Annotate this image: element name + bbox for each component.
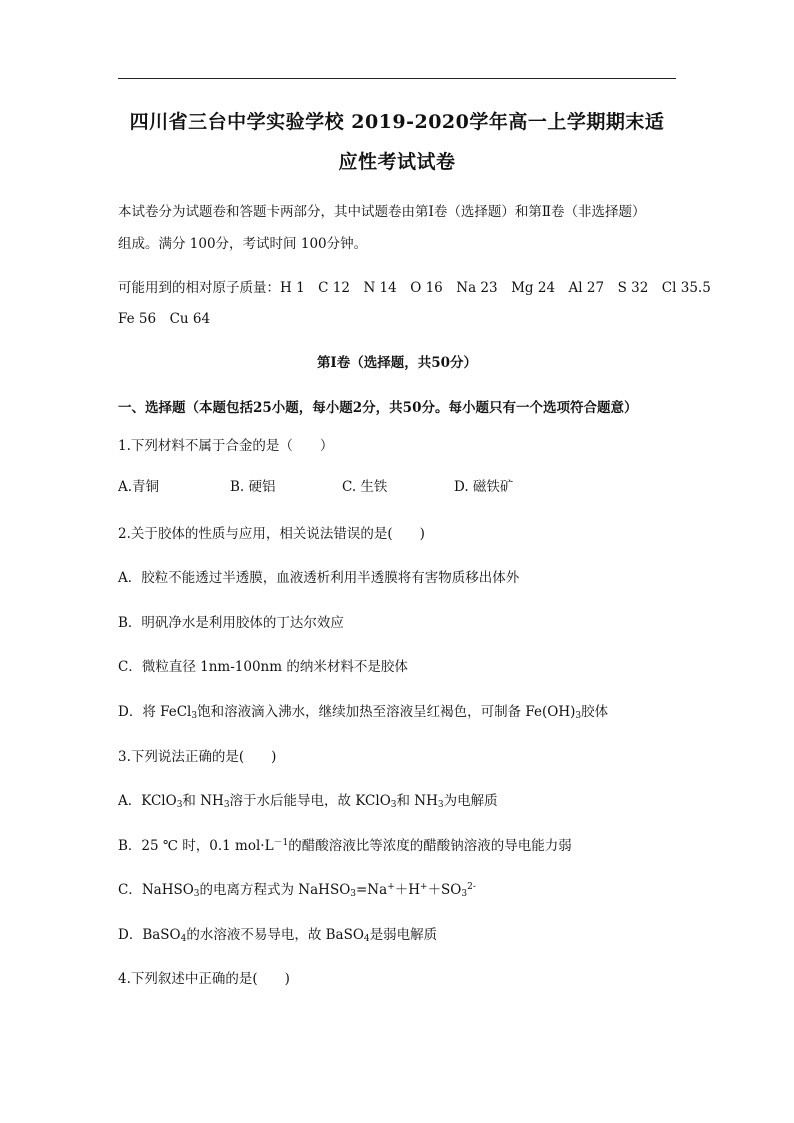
q3c-text-1: C．NaHSO [118,882,194,898]
q3c-sup-1: + [387,882,395,892]
q3a-text-4: 和 NH [396,793,438,809]
q2-option-b: B．明矾净水是利用胶体的丁达尔效应 [118,615,344,631]
q3c-text-3: =Na [356,882,388,898]
q3b-text-1: B．25 ℃ 时，0.1 mol·L [118,838,274,854]
q3a-text-3: 溶于水后能导电，故 KClO [229,793,391,809]
question-3-stem: 3.下列说法正确的是( ) [118,749,277,765]
q3-option-b [118,834,572,854]
q3-option-a [118,789,498,810]
q2d-text-2: 饱和溶液滴入沸水，继续加热至溶液呈红褐色，可制备 Fe(OH) [197,704,576,720]
q3c-sup-3: 2- [467,882,476,892]
section-title: 第Ⅰ卷（选择题，共50分） [316,355,478,371]
doc-title-line1: 四川省三台中学实验学校 2019-2020学年高一上学期期末适 [129,111,665,133]
q1-option-a: A.青铜 [118,479,160,495]
question-4-stem: 4.下列叙述中正确的是( ) [118,971,290,987]
q3c-text-2: 的电离方程式为 NaHSO [199,882,351,898]
q2d-sub-2: 3 [575,711,582,721]
q3c-text-5: ＋SO [427,882,462,898]
q2-option-d [118,700,608,721]
q3d-sub-2: 4 [363,934,370,944]
part-heading: 一、选择题（本题包括25小题，每小题2分，共50分。每小题只有一个选项符合题意） [118,400,638,416]
atomic-mass-line1: 可能用到的相对原子质量：H 1 C 12 N 14 O 16 Na 23 Mg 24 Al 27 S 32 Cl 35.5 [118,280,711,296]
q2d-sub-1: 3 [191,711,198,721]
q3d-text-3: 是弱电解质 [369,927,438,943]
q3-option-c [118,878,476,899]
q3a-text-1: A．KClO [118,793,177,809]
q3a-sub-4: 3 [437,800,444,810]
q3b-sup: －1 [273,838,289,848]
q1-option-b: B. 硬铝 [230,479,276,495]
doc-title-line2: 应性考试试卷 [338,151,456,173]
q3d-text-2: 的水溶液不易导电，故 BaSO [186,927,364,943]
atomic-mass-line2: Fe 56 Cu 64 [118,311,211,327]
q3c-sub-2: 3 [350,889,356,899]
question-2-stem: 2.关于胶体的性质与应用，相关说法错误的是( ) [118,526,425,542]
q1-option-c: C. 生铁 [342,479,388,495]
q3a-sub-3: 3 [390,800,397,810]
q3c-sup-2: + [420,882,428,892]
q3c-text-4: ＋H [394,882,421,898]
q2-option-a: A．胶粒不能透过半透膜，血液透析利用半透膜将有害物质移出体外 [118,570,520,586]
intro-line1: 本试卷分为试题卷和答题卡两部分，其中试题卷由第Ⅰ卷（选择题）和第Ⅱ卷（非选择题） [118,204,646,220]
q3d-text-1: D．BaSO [118,927,181,943]
q1-option-d: D. 磁铁矿 [454,479,514,495]
intro-line2: 组成。满分 100分，考试时间 100分钟。 [118,236,368,252]
q3a-text-2: 和 NH [182,793,224,809]
q3-option-d [118,923,437,944]
header-rule [118,78,676,79]
q3c-sub-3: 3 [461,889,468,899]
q3d-sub-1: 4 [180,934,187,944]
q2d-text-3: 胶体 [581,704,609,720]
q3a-sub-1: 3 [176,800,183,810]
q2d-text-1: D．将 FeCl [118,704,192,720]
q3a-sub-2: 3 [223,800,230,810]
question-1-options [118,475,513,495]
q3a-text-5: 为电解质 [443,793,498,809]
question-1-stem: 1.下列材料不属于合金的是（ ） [118,438,334,454]
q3c-sub-1: 3 [193,889,200,899]
q2-option-c: C．微粒直径 1nm-100nm 的纳米材料不是胶体 [118,659,408,675]
q3b-text-2: 的醋酸溶液比等浓度的醋酸钠溶液的导电能力弱 [288,838,572,854]
